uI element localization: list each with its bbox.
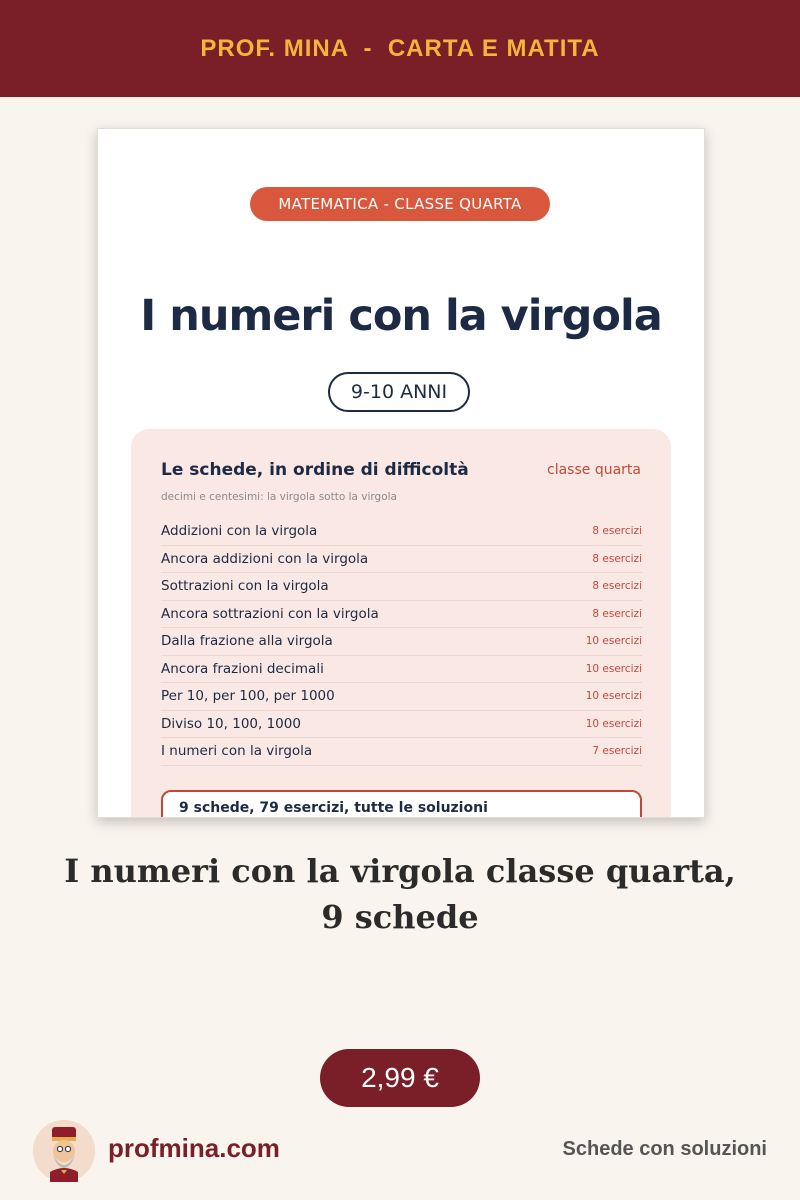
list-item [161, 628, 642, 656]
list-item [161, 711, 642, 739]
subject-badge: MATEMATICA - CLASSE QUARTA [250, 187, 550, 221]
worksheet-name: Ancora addizioni con la virgola [161, 550, 369, 567]
worksheet-name: Diviso 10, 100, 1000 [161, 715, 301, 732]
exercise-count: 8 esercizi [592, 580, 642, 593]
tagline: Schede con soluzioni [562, 1138, 767, 1160]
professor-avatar-icon-graphic [33, 1120, 95, 1182]
list-item [161, 518, 642, 546]
panel-title: Le schede, in ordine di difficoltà [161, 460, 469, 480]
price-badge[interactable]: 2,99 € [320, 1049, 480, 1107]
worksheet-list [161, 518, 642, 766]
list-item [161, 683, 642, 711]
product-title-line-1: I numeri con la virgola classe quarta, [64, 852, 736, 890]
professor-avatar-icon [33, 1120, 95, 1182]
panel-subtitle: decimi e centesimi: la virgola sotto la virgola [161, 491, 397, 503]
list-item [161, 656, 642, 684]
exercise-count: 10 esercizi [585, 690, 642, 703]
worksheet-name: Ancora frazioni decimali [161, 660, 324, 677]
site-link[interactable]: profmina.com [108, 1133, 280, 1163]
summary-text: 9 schede, 79 esercizi, tutte le soluzioni [179, 800, 488, 816]
worksheet-name: Addizioni con la virgola [161, 523, 318, 540]
list-item [161, 738, 642, 766]
worksheet-name: I numeri con la virgola [161, 743, 313, 760]
exercise-count: 10 esercizi [585, 635, 642, 648]
list-item [161, 601, 642, 629]
worksheet-name: Sottrazioni con la virgola [161, 578, 329, 595]
list-item [161, 546, 642, 574]
list-item [161, 573, 642, 601]
exercise-count: 10 esercizi [585, 717, 642, 730]
product-title-line-2: 9 schede [321, 898, 479, 936]
exercise-count: 7 esercizi [592, 745, 642, 758]
preview-title: I numeri con la virgola [140, 291, 662, 341]
worksheet-name: Ancora sottrazioni con la virgola [161, 605, 379, 622]
worksheet-name: Per 10, per 100, per 1000 [161, 688, 335, 705]
header-bar [0, 0, 800, 97]
product-preview-card[interactable] [97, 128, 705, 818]
product-title[interactable] [0, 848, 800, 940]
worksheet-list-panel [131, 429, 671, 818]
exercise-count: 8 esercizi [592, 525, 642, 538]
grade-tag: classe quarta [547, 462, 641, 478]
age-badge: 9-10 ANNI [328, 372, 470, 412]
worksheet-name: Dalla frazione alla virgola [161, 633, 333, 650]
exercise-count: 8 esercizi [592, 607, 642, 620]
exercise-count: 10 esercizi [585, 662, 642, 675]
brand-text: PROF. MINA - CARTA E MATITA [200, 34, 600, 62]
summary-box [161, 790, 642, 818]
exercise-count: 8 esercizi [592, 552, 642, 565]
